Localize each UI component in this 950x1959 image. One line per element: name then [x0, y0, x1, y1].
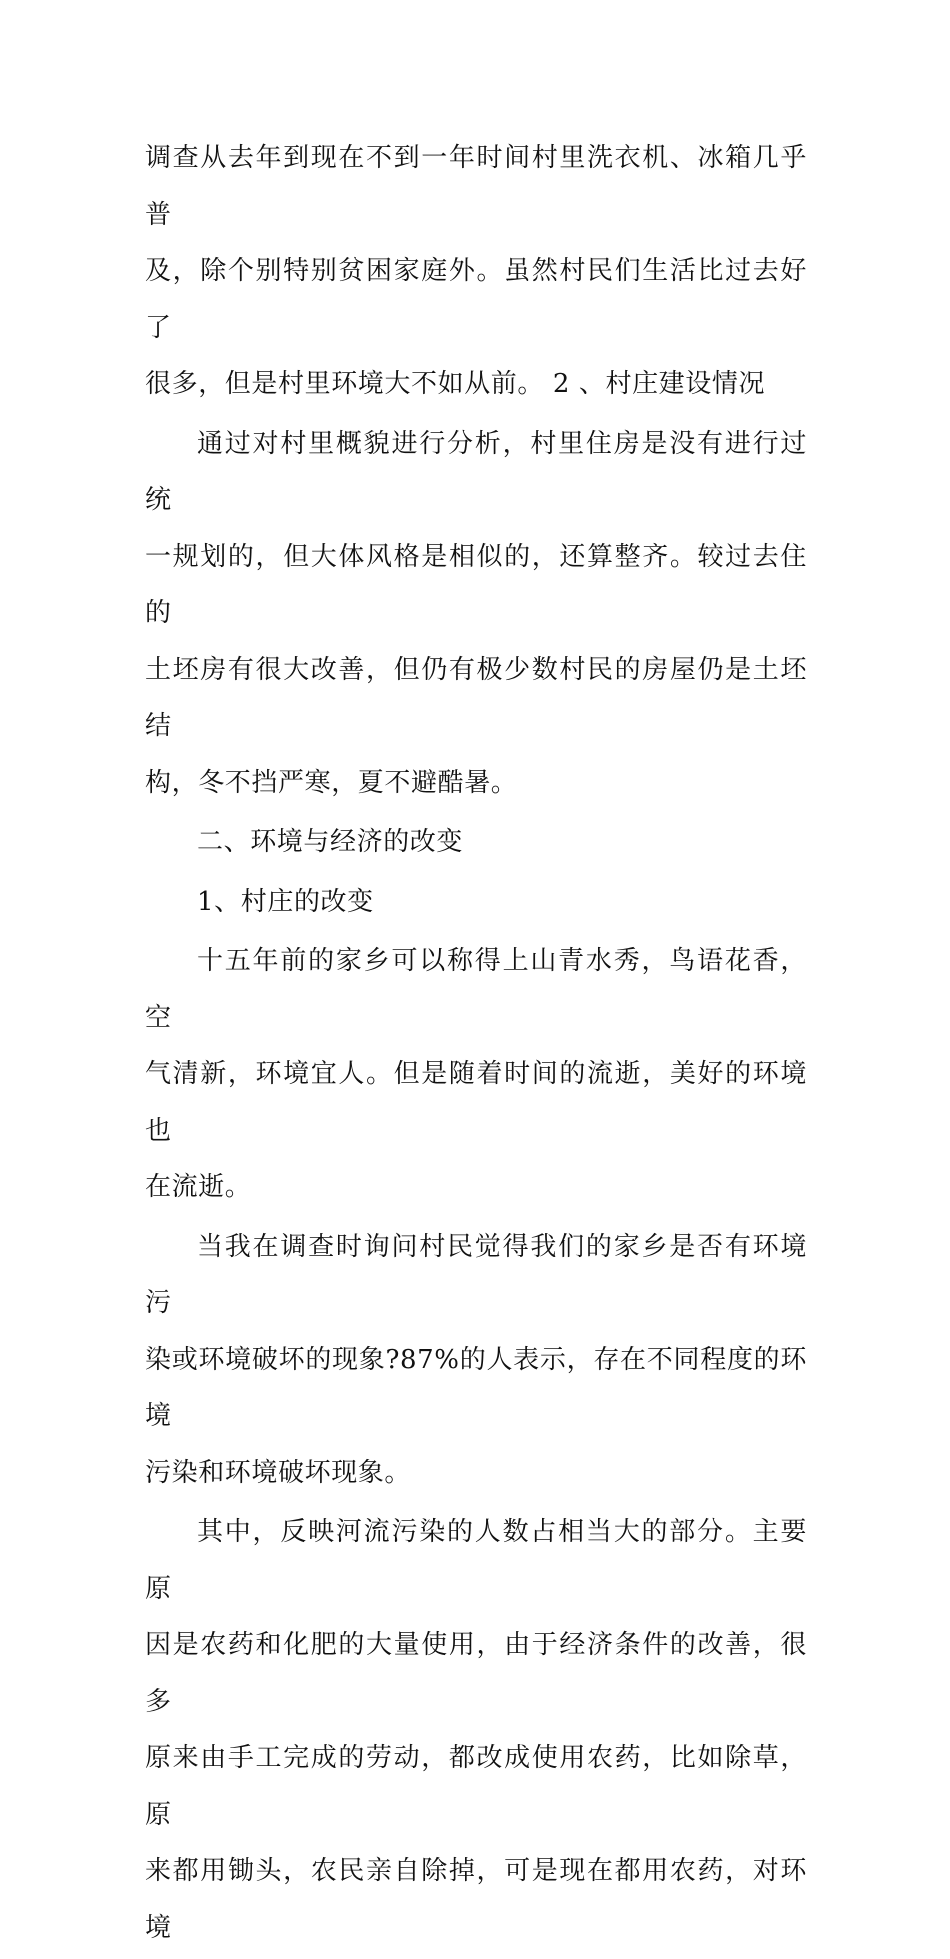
paragraph-5	[145, 933, 807, 1216]
text-line: 原来由手工完成的劳动，都改成使用农药，比如除草，原	[145, 1743, 807, 1830]
heading-text: 1、村庄的改变	[197, 886, 374, 917]
text-line: 染或环境破坏的现象?87%的人表示，存在不同程度的环境	[145, 1344, 807, 1431]
text-line: 土坯房有很大改善，但仍有极少数村民的房屋仍是土坯结	[145, 654, 807, 741]
text-line: 当我在调查时询问村民觉得我们的家乡是否有环境污	[145, 1231, 807, 1318]
section-heading	[145, 814, 807, 871]
text-line: 构，冬不挡严寒，夏不避酷暑。	[145, 767, 518, 798]
text-line: 污染和环境破坏现象。	[145, 1457, 412, 1488]
text-line: 因是农药和化肥的大量使用，由于经济条件的改善，很多	[145, 1630, 807, 1717]
heading-text: 二、环境与经济的改变	[197, 827, 464, 857]
text-line: 一规划的，但大体风格是相似的，还算整齐。较过去住的	[145, 541, 807, 628]
text-line: 调查从去年到现在不到一年时间村里洗衣机、冰箱几乎普	[145, 143, 807, 230]
paragraph-1	[145, 130, 807, 413]
text-line: 十五年前的家乡可以称得上山青水秀，鸟语花香，空	[145, 946, 807, 1033]
paragraph-6	[145, 1219, 807, 1502]
text-line: 气清新，环境宜人。但是随着时间的流逝，美好的环境也	[145, 1059, 807, 1146]
text-line: 其中，反映河流污染的人数占相当大的部分。主要原	[145, 1517, 807, 1604]
text-line: 来都用锄头，农民亲自除掉，可是现在都用农药，对环境	[145, 1856, 807, 1943]
text-line: 及，除个别特别贫困家庭外。虽然村民们生活比过去好了	[145, 256, 807, 343]
text-line: 很多，但是村里环境大不如从前。 2 、村庄建设情况	[145, 369, 766, 399]
paragraph-7	[145, 1504, 807, 1956]
text-line: 通过对村里概貌进行分析，村里住房是没有进行过统	[145, 428, 807, 515]
document-body	[145, 130, 807, 1959]
paragraph-2	[145, 416, 807, 812]
subsection-heading	[145, 874, 807, 931]
text-line: 在流逝。	[145, 1172, 252, 1202]
